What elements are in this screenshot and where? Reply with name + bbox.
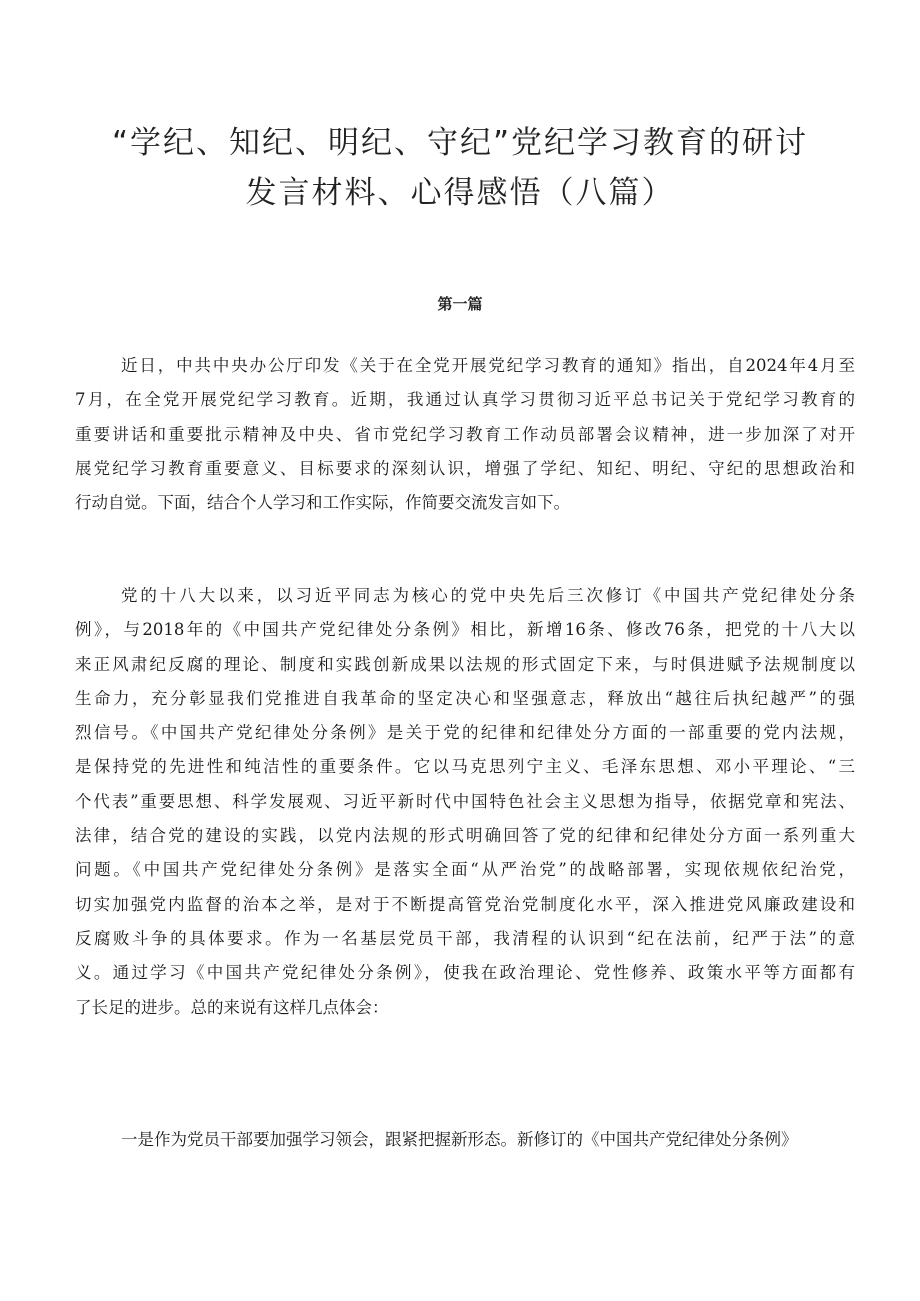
paragraph-regulations: [75, 579, 855, 1025]
text-line: 一是作为党员干部要加强学习领会，跟紧把握新形态。新修订的《中国共产党纪律处分条例》: [121, 1130, 798, 1149]
document-title: [60, 118, 860, 218]
text-line: 重要讲话和重要批示精神及中央、省市党纪学习教育工作动员部署会议精神，进一步加深了对开: [75, 424, 855, 444]
text-line: 问题。《中国共产党纪律处分条例》是落实全面“从严治党”的战略部署，实现依规依纪治党，: [75, 860, 855, 880]
text-line: 7月，在全党开展党纪学习教育。近期，我通过认真学习贯彻习近平总书记关于党纪学习教育的: [75, 390, 855, 410]
text-line: 反腐败斗争的具体要求。作为一名基层党员干部，我清程的认识到“纪在法前，纪严于法”的意: [75, 928, 855, 948]
text-line: 烈信号。《中国共产党纪律处分条例》是关于党的纪律和纪律处分方面的一部重要的党内法规，: [75, 723, 855, 743]
text-line: 了长足的进步。总的来说有这样几点体会：: [75, 997, 389, 1017]
text-line: 义。通过学习《中国共产党纪律处分条例》，使我在政治理论、党性修养、政策水平等方面都有: [75, 963, 855, 983]
text-line: 法律，结合党的建设的实践，以党内法规的形式明确回答了党的纪律和纪律处分方面一系列重大: [75, 826, 855, 846]
section-heading: 第一篇: [437, 295, 483, 313]
text-line: 来正风肃纪反腐的理论、制度和实践创新成果以法规的形式固定下来，与时俱进赋予法规制度以: [75, 654, 855, 674]
paragraph-point-one: [75, 1123, 855, 1157]
text-line: 切实加强党内监督的治本之举，是对于不断提高管党治党制度化水平，深入推进党风廉政建设和: [75, 894, 855, 914]
text-line: 是保持党的先进性和纯洁性的重要条件。它以马克思列宁主义、毛泽东思想、邓小平理论、“三: [75, 757, 855, 777]
text-line: 行动自觉。下面，结合个人学习和工作实际，作简要交流发言如下。: [75, 493, 570, 513]
title-line: “学纪、知纪、明纪、守纪”党纪学习教育的研讨: [111, 125, 809, 161]
text-line: 党的十八大以来，以习近平同志为核心的党中央先后三次修订《中国共产党纪律处分条: [121, 586, 855, 605]
text-line: 个代表”重要思想、科学发展观、习近平新时代中国特色社会主义思想为指导，依据党章和宪法、: [75, 791, 855, 811]
text-line: 生命力，充分彰显我们党推进自我革命的坚定决心和坚强意志，释放出“越往后执纪越严”的强: [75, 688, 855, 708]
text-line: 展党纪学习教育重要意义、目标要求的深刻认识，增强了学纪、知纪、明纪、守纪的思想政治和: [75, 458, 855, 478]
text-line: 例》，与2018年的《中国共产党纪律处分条例》相比，新增16条、修改76条，把党的十八大以: [75, 620, 855, 640]
title-line: 发言材料、心得感悟（八篇）: [245, 175, 675, 211]
paragraph-intro: [75, 349, 855, 520]
text-line: 近日，中共中央办公厅印发《关于在全党开展党纪学习教育的通知》指出，自2024年4月至: [121, 356, 855, 375]
